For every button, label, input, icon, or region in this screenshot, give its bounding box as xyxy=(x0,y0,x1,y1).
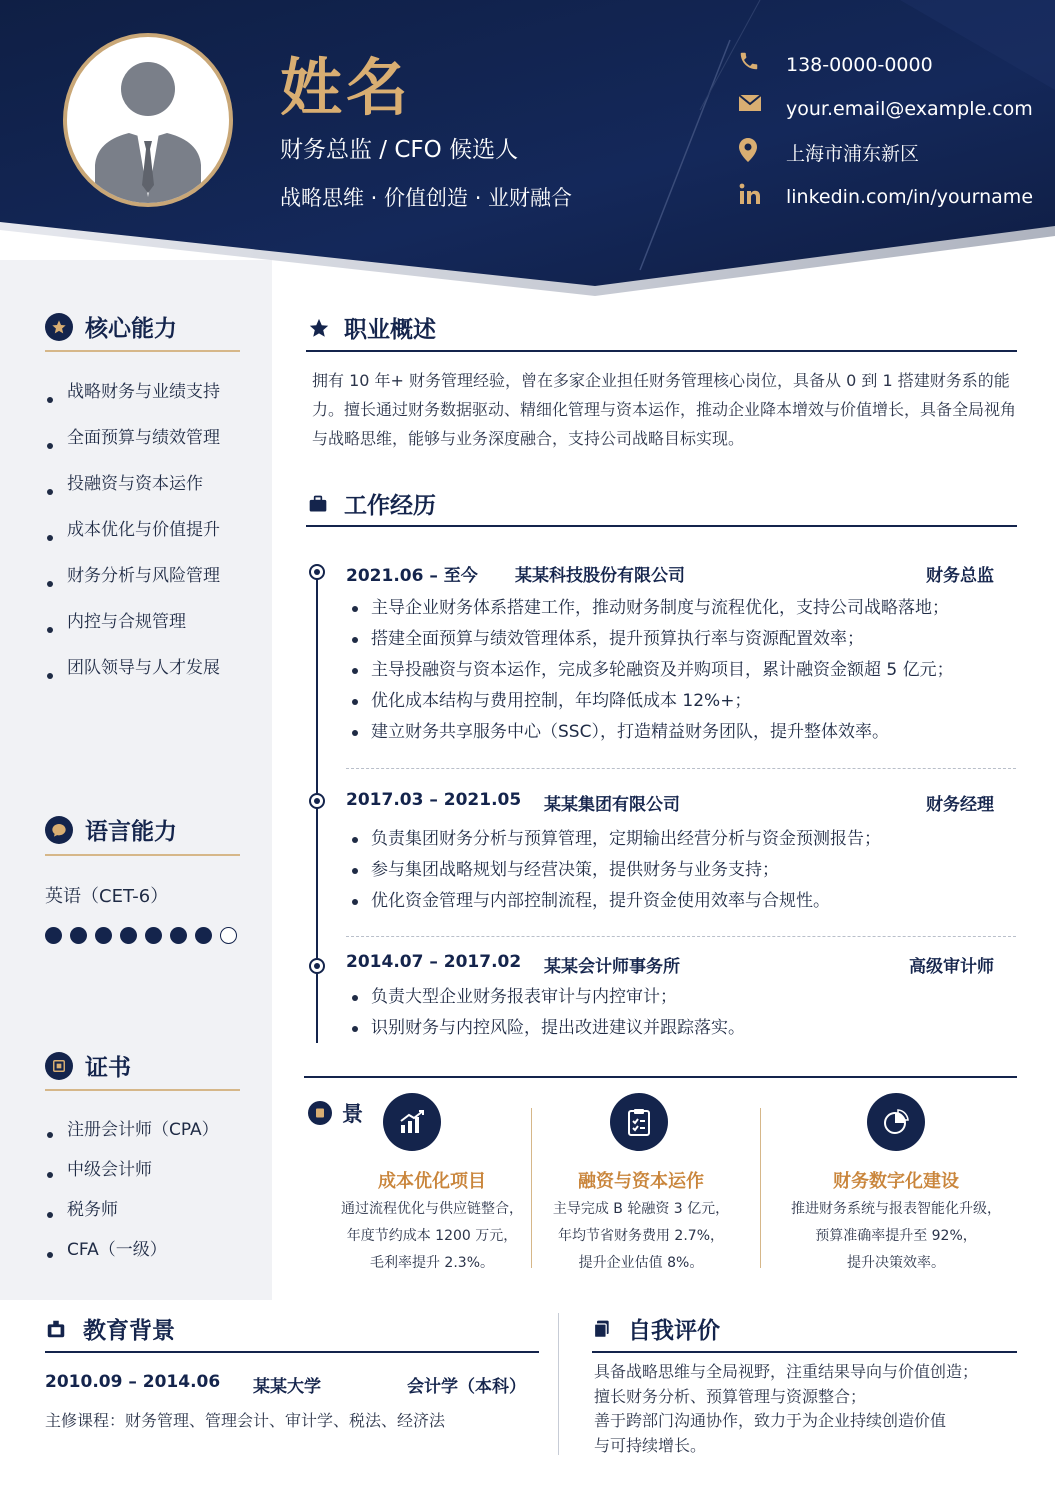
timeline-node xyxy=(309,793,325,809)
certs-heading: 证书 xyxy=(45,1049,131,1082)
project-card xyxy=(322,1093,542,1283)
job-role: 财务总监 xyxy=(926,566,994,586)
project-line: 年均节省财务费用 2.7%， xyxy=(557,1228,725,1244)
star-icon xyxy=(308,317,330,339)
level-dot-filled xyxy=(170,927,187,944)
job-points xyxy=(350,595,954,750)
education-divider xyxy=(45,1351,539,1353)
education-row xyxy=(45,1372,545,1396)
chat-bubble-icon xyxy=(45,816,73,844)
language-divider xyxy=(45,854,240,856)
self-heading: 自我评价 xyxy=(592,1312,720,1345)
chart-growth-icon xyxy=(383,1093,441,1151)
job-separator xyxy=(346,936,1016,937)
language-heading: 语言能力 xyxy=(45,813,177,846)
summary-divider xyxy=(306,350,1017,352)
project-desc xyxy=(322,1196,542,1277)
education-school: 某某大学 xyxy=(253,1377,321,1397)
project-line: 通过流程优化与供应链整合， xyxy=(341,1201,523,1217)
document-icon xyxy=(592,1319,612,1339)
candidate-tagline: 战略思维 · 价值创造 · 业财融合 xyxy=(280,186,573,210)
contact-linkedin[interactable] xyxy=(738,182,1048,212)
project-line: 预算准确率提升至 92%， xyxy=(815,1228,977,1244)
job-points xyxy=(350,826,881,919)
project-divider xyxy=(760,1108,761,1268)
project-title: 财务数字化建设 xyxy=(833,1171,959,1192)
job-period: 2017.03 – 2021.05 xyxy=(346,790,522,810)
list-item: 战略财务与业绩支持 xyxy=(45,377,220,423)
level-dot-filled xyxy=(70,927,87,944)
project-line: 年度节约成本 1200 万元， xyxy=(346,1228,518,1244)
list-item: 内控与合规管理 xyxy=(45,607,220,653)
list-item: 全面预算与绩效管理 xyxy=(45,423,220,469)
summary-heading: 职业概述 xyxy=(308,311,436,344)
list-item: 主导企业财务体系搭建工作，推动财务制度与流程优化，支持公司战略落地； xyxy=(350,595,954,626)
project-card xyxy=(531,1093,751,1283)
list-item: 团队领导与人才发展 xyxy=(45,653,220,699)
list-item: 注册会计师（CPA） xyxy=(45,1115,219,1155)
level-dot-filled xyxy=(95,927,112,944)
project-line: 推进财务系统与报表智能化升级， xyxy=(791,1201,1001,1217)
graduation-icon xyxy=(45,1318,67,1340)
email-text: your.email@example.com xyxy=(786,98,1033,120)
location-pin-icon xyxy=(738,137,768,167)
language-level-dots xyxy=(45,927,245,944)
list-item: 负责大型企业财务报表审计与内控审计； xyxy=(350,984,745,1015)
certs-divider xyxy=(45,1089,240,1091)
briefcase-icon xyxy=(308,494,328,514)
bottom-divider xyxy=(558,1313,559,1455)
self-divider xyxy=(592,1351,1017,1353)
list-item: 中级会计师 xyxy=(45,1155,219,1195)
education-courses: 主修课程：财务管理、管理会计、审计学、税法、经济法 xyxy=(45,1411,446,1430)
project-desc xyxy=(786,1196,1006,1277)
level-dot-filled xyxy=(120,927,137,944)
education-period: 2010.09 – 2014.06 xyxy=(45,1372,221,1392)
timeline-node xyxy=(309,564,325,580)
work-heading: 工作经历 xyxy=(308,487,436,520)
education-major: 会计学（本科） xyxy=(407,1377,526,1397)
language-label: 英语（CET-6） xyxy=(45,886,169,907)
timeline-node xyxy=(309,958,325,974)
project-line: 提升企业估值 8%。 xyxy=(578,1255,704,1271)
work-divider xyxy=(306,525,1017,527)
level-dot-empty xyxy=(220,927,237,944)
phone-text: 138-0000-0000 xyxy=(786,54,933,76)
self-line: 擅长财务分析、预算管理与资源整合； xyxy=(594,1386,867,1406)
contact-phone[interactable] xyxy=(738,50,1048,80)
project-card xyxy=(786,1093,1006,1283)
location-text: 上海市浦东新区 xyxy=(786,142,920,165)
job-header xyxy=(346,790,996,816)
linkedin-icon xyxy=(738,182,768,212)
self-line: 与可持续增长。 xyxy=(594,1435,707,1455)
list-item: 主导投融资与资本运作，完成多轮融资及并购项目，累计融资金额超 5 亿元； xyxy=(350,657,954,688)
project-line: 主导完成 B 轮融资 3 亿元， xyxy=(552,1201,730,1217)
project-title: 融资与资本运作 xyxy=(578,1171,704,1192)
linkedin-text: linkedin.com/in/yourname xyxy=(786,186,1034,208)
job-period: 2021.06 – 至今 xyxy=(346,566,478,586)
job-separator xyxy=(346,768,1016,769)
list-item: 识别财务与内控风险，提出改进建议并跟踪落实。 xyxy=(350,1015,745,1046)
job-company: 某某集团有限公司 xyxy=(544,795,680,815)
core-list xyxy=(45,377,220,699)
project-line: 毛利率提升 2.3%。 xyxy=(369,1255,495,1271)
header-banner xyxy=(0,0,1055,300)
job-header xyxy=(346,952,996,978)
list-item: 成本优化与价值提升 xyxy=(45,515,220,561)
job-header xyxy=(346,561,996,587)
list-item: 税务师 xyxy=(45,1195,219,1235)
self-line: 具备战略思维与全局视野，注重结果导向与价值创造； xyxy=(594,1362,979,1381)
job-period: 2014.07 – 2017.02 xyxy=(346,952,522,972)
level-dot-filled xyxy=(45,927,62,944)
job-points xyxy=(350,984,745,1046)
project-line: 提升决策效率。 xyxy=(847,1255,945,1271)
self-line: 善于跨部门沟通协作，致力于为企业持续创造价值 xyxy=(594,1411,947,1430)
contact-location xyxy=(738,137,1048,167)
job-role: 高级审计师 xyxy=(909,957,994,977)
projects-divider xyxy=(304,1076,1017,1078)
star-badge-icon xyxy=(45,313,73,341)
phone-icon xyxy=(738,50,768,80)
education-heading: 教育背景 xyxy=(45,1312,175,1345)
list-item: 参与集团战略规划与经营决策，提供财务与业务支持； xyxy=(350,857,881,888)
pie-chart-icon xyxy=(867,1093,925,1151)
level-dot-filled xyxy=(195,927,212,944)
job-company: 某某会计师事务所 xyxy=(544,957,680,977)
project-title: 成本优化项目 xyxy=(378,1171,486,1192)
list-item: 负责集团财务分析与预算管理，定期输出经营分析与资金预测报告； xyxy=(350,826,881,857)
certificate-icon xyxy=(45,1052,73,1080)
core-divider xyxy=(45,350,240,352)
core-heading: 核心能力 xyxy=(45,310,177,343)
list-item: 优化资金管理与内部控制流程，提升资金使用效率与合规性。 xyxy=(350,888,881,919)
candidate-title: 财务总监 / CFO 候选人 xyxy=(280,137,519,163)
avatar xyxy=(63,33,233,207)
job-role: 财务经理 xyxy=(926,795,994,815)
project-desc xyxy=(531,1196,751,1277)
self-text xyxy=(594,1360,1014,1458)
job-company: 某某科技股份有限公司 xyxy=(515,566,685,586)
list-item: 建立财务共享服务中心（SSC），打造精益财务团队，提升整体效率。 xyxy=(350,719,954,750)
list-item: 优化成本结构与费用控制，年均降低成本 12%+； xyxy=(350,688,954,719)
list-item: 投融资与资本运作 xyxy=(45,469,220,515)
contact-email[interactable] xyxy=(738,94,1048,124)
candidate-name: 姓名 xyxy=(280,51,413,124)
mail-icon xyxy=(738,94,768,124)
list-item: 搭建全面预算与绩效管理体系，提升预算执行率与资源配置效率； xyxy=(350,626,954,657)
list-item: 财务分析与风险管理 xyxy=(45,561,220,607)
level-dot-filled xyxy=(145,927,162,944)
summary-text: 拥有 10 年+ 财务管理经验，曾在多家企业担任财务管理核心岗位，具备从 0 到 1 搭建财务系的能力。擅长通过财务数据驱动、精细化管理与资本运作，推动企业降本增效与价值增长，具备全局视角与战略思维，能够与业务深度融合，支持公司战略目标实现。 xyxy=(312,371,1017,448)
projects-heading: 景 xyxy=(308,1098,363,1128)
list-item: CFA（一级） xyxy=(45,1235,219,1275)
clipboard-check-icon xyxy=(610,1093,668,1151)
certs-list xyxy=(45,1115,219,1275)
